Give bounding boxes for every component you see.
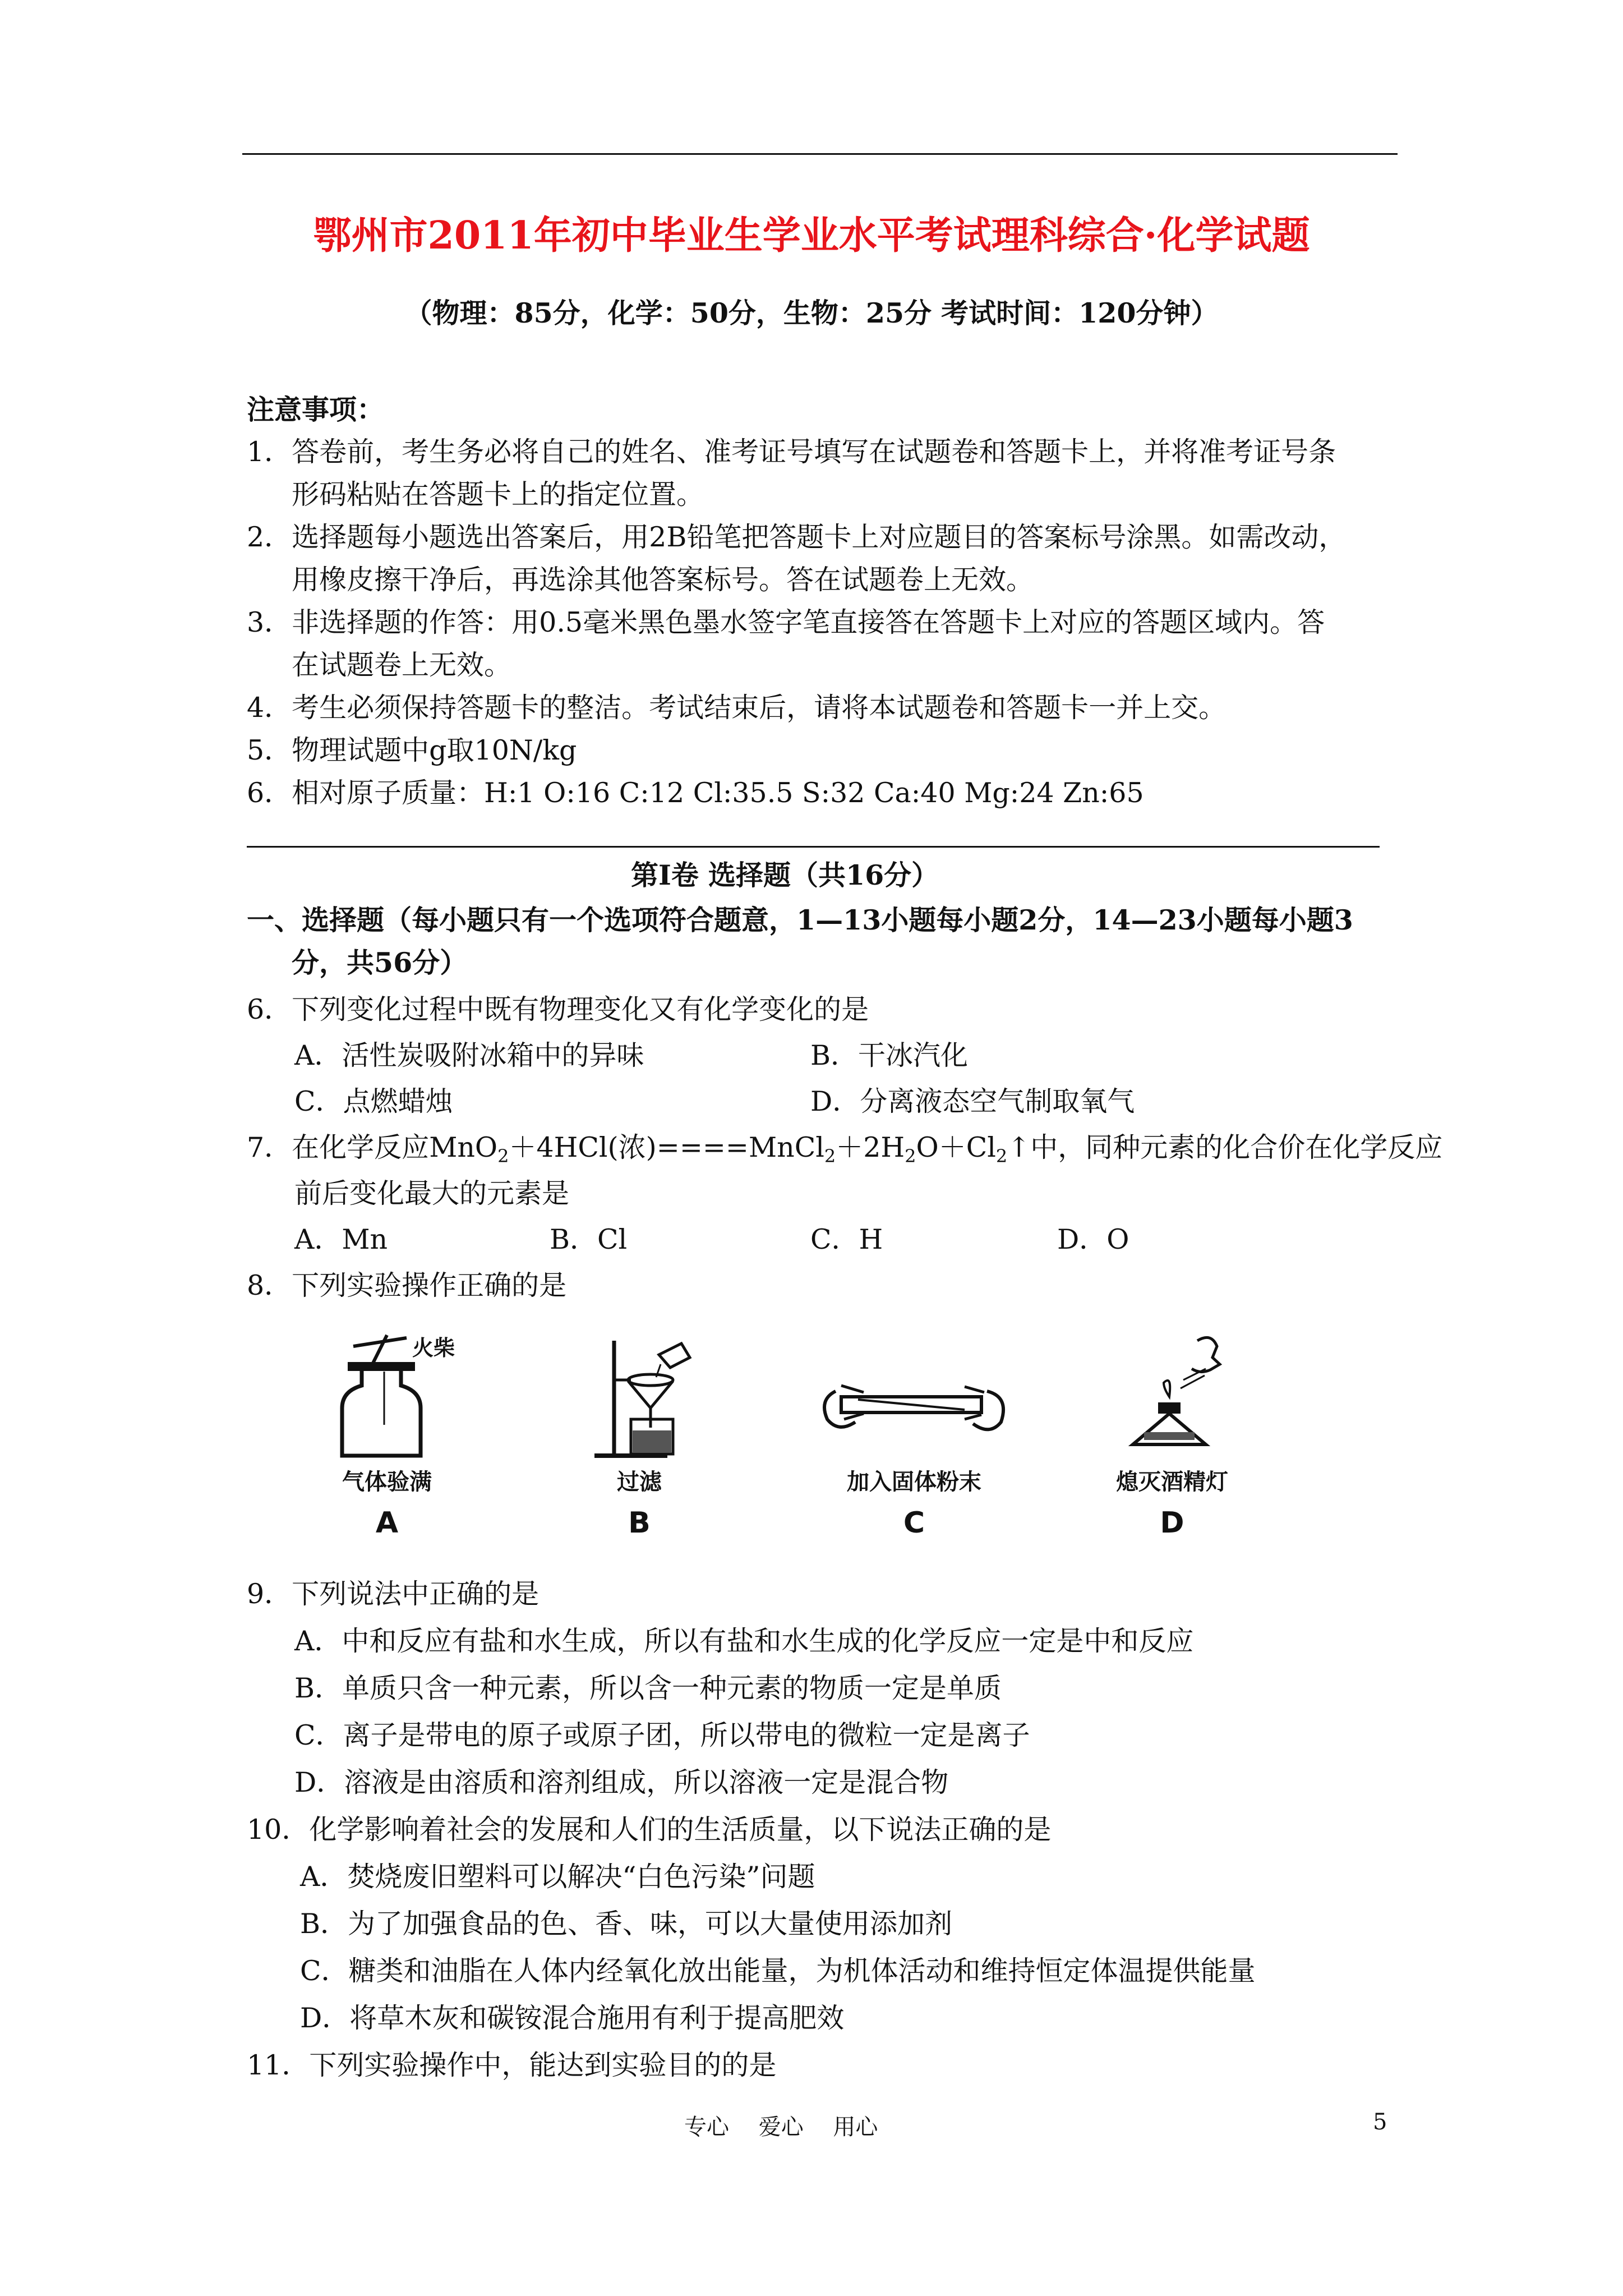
question-10-stem: 10．化学影响着社会的发展和人们的生活质量，以下说法正确的是 xyxy=(247,1814,1052,1846)
question-7-stem-cont: 前后变化最大的元素是 xyxy=(294,1177,570,1209)
question-10-option-b: B．为了加强食品的色、香、味，可以大量使用添加剂 xyxy=(300,1908,953,1940)
top-rule xyxy=(242,153,1398,155)
question-7-option-d: D．O xyxy=(1057,1223,1129,1255)
figure-c-letter: C xyxy=(903,1506,925,1540)
question-10-option-d: D．将草木灰和碳铵混合施用有利于提高肥效 xyxy=(300,2002,845,2034)
section-rule xyxy=(247,846,1380,848)
figure-a-caption: 气体验满 xyxy=(342,1469,432,1495)
q7-sub: 2 xyxy=(497,1145,509,1167)
figure-c-caption: 加入固体粉末 xyxy=(847,1469,981,1495)
question-8-stem: 8．下列实验操作正确的是 xyxy=(247,1269,567,1301)
q7-sub: 2 xyxy=(995,1145,1008,1167)
question-7-option-a: A．Mn xyxy=(294,1223,388,1255)
q7-sub: 2 xyxy=(824,1145,836,1167)
figure-b xyxy=(538,1329,774,1554)
question-10-option-a: A．焚烧废旧塑料可以解决“白色污染”问题 xyxy=(300,1861,815,1893)
q7-term: ＋4HCl(浓)====MnCl xyxy=(509,1131,824,1163)
question-7-stem xyxy=(247,1131,1442,1165)
question-6-option-b: B．干冰汽化 xyxy=(810,1039,969,1071)
note-line: 5．物理试题中g取10N/kg xyxy=(247,734,577,766)
q7-suffix: ↑中，同种元素的化合价在化学反应 xyxy=(1007,1131,1443,1163)
question-9-option-b: B．单质只含一种元素，所以含一种元素的物质一定是单质 xyxy=(294,1672,1002,1704)
figure-a-letter: A xyxy=(375,1506,399,1540)
figure-d-caption: 熄灭酒精灯 xyxy=(1116,1469,1228,1495)
footer-motto: 专心 爱心 用心 xyxy=(684,2114,878,2140)
alcohol-lamp-icon xyxy=(1066,1329,1301,1464)
test-tube-hands-icon xyxy=(796,1329,1032,1464)
question-7-option-b: B．Cl xyxy=(550,1223,628,1255)
note-line: 在试题卷上无效。 xyxy=(292,649,512,681)
question-6-option-a: A．活性炭吸附冰箱中的异味 xyxy=(294,1039,644,1071)
page-title: 鄂州市2011年初中毕业生学业水平考试理科综合·化学试题 xyxy=(313,213,1310,258)
figure-a-tag: 火柴 xyxy=(412,1336,455,1360)
q7-prefix: 7．在化学反应 xyxy=(247,1131,430,1163)
figure-d xyxy=(1066,1329,1301,1554)
q7-formula xyxy=(429,1131,1008,1167)
figure-d-letter: D xyxy=(1160,1506,1184,1540)
figure-b-letter: B xyxy=(628,1506,651,1540)
question-10-option-c: C．糖类和油脂在人体内经氧化放出能量，为机体活动和维持恒定体温提供能量 xyxy=(300,1955,1256,1987)
note-line: 2．选择题每小题选出答案后，用2B铅笔把答题卡上对应题目的答案标号涂黑。如需改动， xyxy=(247,521,1347,553)
part-instructions-cont: 分，共56分） xyxy=(292,946,468,979)
question-9-option-c: C．离子是带电的原子或原子团，所以带电的微粒一定是离子 xyxy=(294,1719,1030,1751)
gas-bottle-icon xyxy=(269,1329,505,1464)
page-number: 5 xyxy=(1373,2109,1387,2135)
question-6-option-c: C．点燃蜡烛 xyxy=(294,1085,453,1117)
part-instructions: 一、选择题（每小题只有一个选项符合题意，1—13小题每小题2分，14—23小题每小题3 xyxy=(247,904,1353,936)
question-11-stem: 11．下列实验操作中，能达到实验目的的是 xyxy=(247,2049,777,2081)
note-line: 4．考生必须保持答题卡的整洁。考试结束后，请将本试题卷和答题卡一并上交。 xyxy=(247,692,1227,724)
question-9-option-d: D．溶液是由溶质和溶剂组成，所以溶液一定是混合物 xyxy=(294,1766,949,1798)
q7-term: ＋2H xyxy=(836,1131,905,1163)
figure-b-caption: 过滤 xyxy=(617,1469,662,1495)
note-line: 形码粘贴在答题卡上的指定位置。 xyxy=(292,478,704,510)
question-7-option-c: C．H xyxy=(810,1223,883,1255)
q7-term: MnO xyxy=(429,1131,498,1163)
note-line: 6．相对原子质量：H:1 O:16 C:12 Cl:35.5 S:32 Ca:40 Mg:24 Zn:65 xyxy=(247,777,1144,809)
question-6-option-d: D．分离液态空气制取氧气 xyxy=(810,1085,1135,1117)
figure-a xyxy=(269,1329,505,1554)
question-9-option-a: A．中和反应有盐和水生成，所以有盐和水生成的化学反应一定是中和反应 xyxy=(294,1625,1194,1657)
exam-info: （物理：85分，化学：50分，生物：25分 考试时间：120分钟） xyxy=(404,297,1219,329)
note-line: 用橡皮擦干净后，再选涂其他答案标号。答在试题卷上无效。 xyxy=(292,564,1034,596)
section-heading: 第Ⅰ卷 选择题（共16分） xyxy=(631,859,939,891)
q7-sub: 2 xyxy=(905,1145,916,1167)
q7-term: O＋Cl xyxy=(916,1131,996,1163)
question-6-stem: 6．下列变化过程中既有物理变化又有化学变化的是 xyxy=(247,993,869,1025)
notes-heading: 注意事项： xyxy=(247,393,385,426)
figure-c xyxy=(796,1329,1032,1554)
note-line: 3．非选择题的作答：用0.5毫米黑色墨水签字笔直接答在答题卡上对应的答题区域内。答 xyxy=(247,606,1325,638)
filtration-stand-icon xyxy=(538,1329,774,1464)
note-line: 1．答卷前，考生务必将自己的姓名、准考证号填写在试题卷和答题卡上，并将准考证号条 xyxy=(247,436,1336,468)
question-9-stem: 9．下列说法中正确的是 xyxy=(247,1578,540,1610)
